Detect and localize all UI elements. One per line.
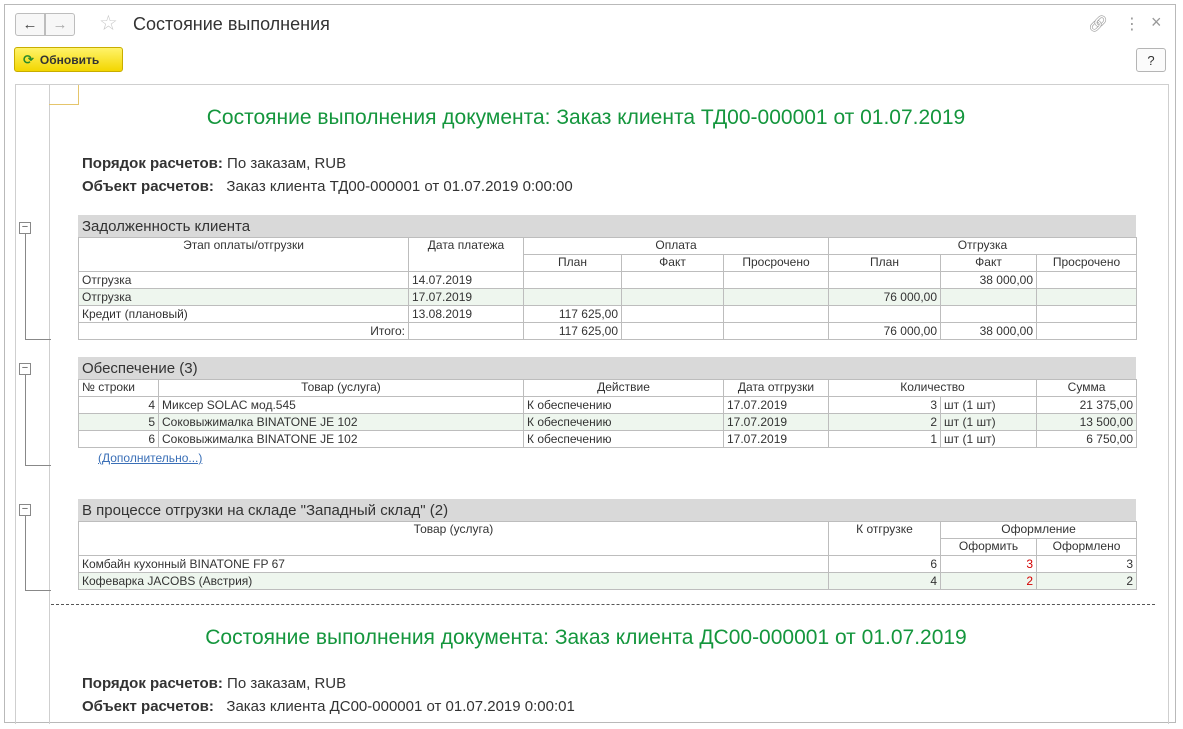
collapse-supply-icon[interactable]: − <box>19 363 31 375</box>
cell <box>622 272 724 289</box>
refresh-label: Обновить <box>39 52 100 67</box>
col-stage: Этап оплаты/отгрузки <box>79 238 409 272</box>
doc1-order-value: По заказам, RUB <box>227 155 347 172</box>
cell: 3 <box>829 397 941 414</box>
col-to-ship: К отгрузке <box>829 522 941 556</box>
cell <box>1037 289 1137 306</box>
table-row[interactable] <box>79 306 1137 323</box>
table-row[interactable] <box>79 414 1137 431</box>
col-issued: Оформлено <box>1037 539 1137 556</box>
cell: 17.07.2019 <box>724 431 829 448</box>
cell: 14.07.2019 <box>409 272 524 289</box>
debt-group-bracket <box>25 228 51 340</box>
col-to-issue: Оформить <box>941 539 1037 556</box>
cell <box>941 306 1037 323</box>
cell <box>622 323 724 340</box>
cell: 4 <box>829 573 941 590</box>
doc2-order-value: По заказам, RUB <box>227 675 347 692</box>
cell: Миксер SOLAC мод.545 <box>159 397 524 414</box>
cell: 6 <box>829 556 941 573</box>
cell <box>829 306 941 323</box>
cell: 3 <box>1037 556 1137 573</box>
cell <box>941 289 1037 306</box>
forward-button[interactable] <box>45 13 75 36</box>
col-shipment: Отгрузка <box>829 238 1137 255</box>
table-row[interactable] <box>79 431 1137 448</box>
collapse-shipping-icon[interactable]: − <box>19 504 31 516</box>
cell <box>1037 323 1137 340</box>
col-action: Действие <box>524 380 724 397</box>
table-row[interactable] <box>79 289 1137 306</box>
cell: Соковыжималка BINATONE JE 102 <box>159 414 524 431</box>
cell: 17.07.2019 <box>724 397 829 414</box>
doc2-object-value: Заказ клиента ДС00-000001 от 01.07.2019 0:00:01 <box>226 698 575 715</box>
cell <box>622 306 724 323</box>
cell: 38 000,00 <box>941 272 1037 289</box>
cell <box>724 306 829 323</box>
table-row[interactable] <box>79 272 1137 289</box>
col-item: Товар (услуга) <box>159 380 524 397</box>
doc2-order-line <box>82 675 346 692</box>
cell: Кофеварка JACOBS (Австрия) <box>79 573 829 590</box>
favorite-star-icon[interactable]: ☆ <box>99 12 118 35</box>
cell: 17.07.2019 <box>409 289 524 306</box>
cell <box>622 289 724 306</box>
col-payment-overdue: Просрочено <box>724 255 829 272</box>
cell <box>829 272 941 289</box>
back-button[interactable] <box>15 13 45 36</box>
col-sum: Сумма <box>1037 380 1137 397</box>
shipping-heading: В процессе отгрузки на складе "Западный склад" (2) <box>78 499 1136 521</box>
cell: 13 500,00 <box>1037 414 1137 431</box>
doc1-object-line <box>82 178 573 195</box>
link-icon[interactable]: 🔗︎ <box>1088 16 1109 33</box>
cell <box>409 323 524 340</box>
arrow-left-icon: ← <box>22 16 38 33</box>
cell: 5 <box>79 414 159 431</box>
col-pay-date: Дата платежа <box>409 238 524 272</box>
table-row[interactable] <box>79 573 1137 590</box>
refresh-button[interactable] <box>14 47 123 72</box>
cell <box>524 289 622 306</box>
col-shipment-overdue: Просрочено <box>1037 255 1137 272</box>
col-ship-item: Товар (услуга) <box>79 522 829 556</box>
cell: Соковыжималка BINATONE JE 102 <box>159 431 524 448</box>
page-break-line <box>51 604 1155 605</box>
cell: шт (1 шт) <box>941 397 1037 414</box>
doc1-order-line <box>82 155 346 172</box>
cell <box>724 272 829 289</box>
col-ship-date: Дата отгрузки <box>724 380 829 397</box>
supply-table <box>78 379 1137 448</box>
title-bar <box>5 5 1175 43</box>
cell: К обеспечению <box>524 414 724 431</box>
cell <box>1037 272 1137 289</box>
total-label: Итого: <box>79 323 409 340</box>
doc1-object-value: Заказ клиента ТД00-000001 от 01.07.2019 0:00:00 <box>226 178 573 195</box>
col-qty: Количество <box>829 380 1037 397</box>
cell: 117 625,00 <box>524 306 622 323</box>
cell: К обеспечению <box>524 431 724 448</box>
cell: К обеспечению <box>524 397 724 414</box>
doc1-order-label: Порядок расчетов: <box>82 155 223 172</box>
cell: Отгрузка <box>79 272 409 289</box>
cell <box>724 289 829 306</box>
cell: 21 375,00 <box>1037 397 1137 414</box>
col-docs: Оформление <box>941 522 1137 539</box>
col-payment-fact: Факт <box>622 255 724 272</box>
shipping-group-bracket <box>25 510 51 591</box>
cell: 13.08.2019 <box>409 306 524 323</box>
supply-heading: Обеспечение (3) <box>78 357 1136 379</box>
shipping-table <box>78 521 1137 590</box>
help-button[interactable]: ? <box>1136 48 1166 72</box>
form-window <box>4 4 1176 723</box>
cell: шт (1 шт) <box>941 431 1037 448</box>
cell: 2 <box>941 573 1037 590</box>
close-icon[interactable]: × <box>1151 12 1162 32</box>
cell: 76 000,00 <box>829 289 941 306</box>
cell <box>1037 306 1137 323</box>
doc2-object-label: Объект расчетов: <box>82 698 214 715</box>
debt-heading: Задолженность клиента <box>78 215 1136 237</box>
cell: 3 <box>941 556 1037 573</box>
doc1-title: Состояние выполнения документа: Заказ клиента ТД00-000001 от 01.07.2019 <box>206 106 966 129</box>
supply-group-bracket <box>25 369 51 466</box>
more-menu-icon[interactable]: ⋮ <box>1124 16 1140 33</box>
cell: 4 <box>79 397 159 414</box>
debt-section <box>78 215 1136 340</box>
cell: 76 000,00 <box>829 323 941 340</box>
cell: 6 750,00 <box>1037 431 1137 448</box>
cell <box>724 323 829 340</box>
cell: 2 <box>829 414 941 431</box>
doc2-object-line <box>82 698 575 715</box>
cell: 17.07.2019 <box>724 414 829 431</box>
arrow-right-icon: → <box>52 16 68 33</box>
cell <box>524 272 622 289</box>
cell: 2 <box>1037 573 1137 590</box>
more-details-link[interactable]: (Дополнительно...) <box>98 451 203 465</box>
cell: шт (1 шт) <box>941 414 1037 431</box>
collapse-debt-icon[interactable]: − <box>19 222 31 234</box>
cell: 117 625,00 <box>524 323 622 340</box>
doc2-title: Состояние выполнения документа: Заказ клиента ДС00-000001 от 01.07.2019 <box>205 626 967 649</box>
col-payment: Оплата <box>524 238 829 255</box>
cell: 1 <box>829 431 941 448</box>
window-title: Состояние выполнения <box>133 14 330 34</box>
col-shipment-plan: План <box>829 255 941 272</box>
doc2-order-label: Порядок расчетов: <box>82 675 223 692</box>
col-shipment-fact: Факт <box>941 255 1037 272</box>
cell: Отгрузка <box>79 289 409 306</box>
total-row <box>79 323 1137 340</box>
col-payment-plan: План <box>524 255 622 272</box>
debt-table <box>78 237 1137 340</box>
shipping-section <box>78 499 1136 590</box>
cell: 38 000,00 <box>941 323 1037 340</box>
report-area[interactable] <box>15 84 1169 724</box>
table-row[interactable] <box>79 397 1137 414</box>
cell: Кредит (плановый) <box>79 306 409 323</box>
cell-cursor <box>49 85 79 105</box>
refresh-icon: ⟳ <box>23 51 34 67</box>
col-line-no: № строки <box>79 380 159 397</box>
cell: 6 <box>79 431 159 448</box>
cell: Комбайн кухонный BINATONE FP 67 <box>79 556 829 573</box>
doc1-object-label: Объект расчетов: <box>82 178 214 195</box>
supply-section <box>78 357 1136 448</box>
table-row[interactable] <box>79 556 1137 573</box>
